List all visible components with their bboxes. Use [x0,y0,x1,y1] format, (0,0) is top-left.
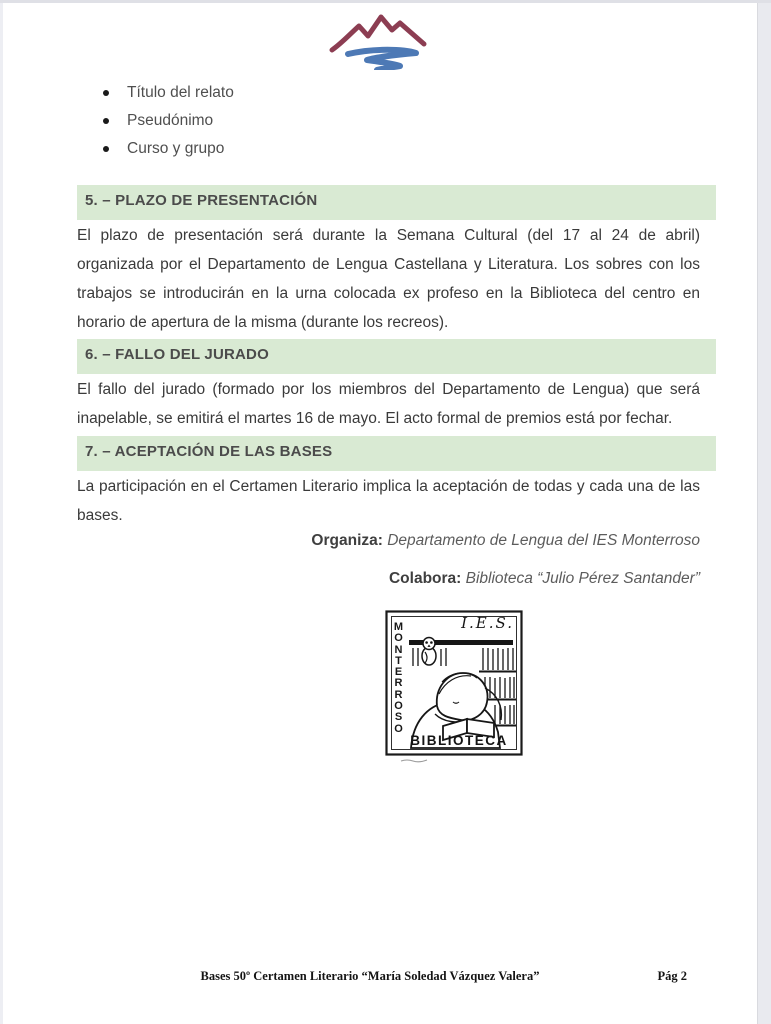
organiza-line [77,532,700,550]
section-heading-5: 5. – PLAZO DE PRESENTACIÓN [77,185,716,220]
artist-signature [401,760,427,762]
page-footer [0,969,771,989]
section-paragraph-6: El fallo del jurado (formado por los miembros del Departamento de Lengua) que será inapelable, se emitirá el martes 16 de mayo. El acto formal de premios está por fechar. [77,381,700,427]
bullet-icon [103,146,109,152]
bullet-icon [103,118,109,124]
colabora-label: Colabora: [388,570,462,587]
bullet-list [77,85,700,169]
section-heading-7: 7. – ACEPTACIÓN DE LAS BASES [77,436,716,471]
footer-document-title: Bases 50º Certamen Literario “María Soledad Vázquez Valera” [200,969,540,983]
list-item [77,141,700,156]
organiza-label: Organiza: [311,532,383,549]
list-item-text: Pseudónimo [127,112,214,129]
section-heading-6: 6. – FALLO DEL JURADO [77,339,716,374]
colabora-line [77,570,700,588]
list-item-text: Curso y grupo [127,140,225,157]
list-item [77,113,700,128]
library-stamp-logo [385,610,523,768]
colabora-value: Biblioteca “Julio Pérez Santander” [465,570,700,587]
footer-page-number: Pág 2 [657,969,687,983]
bullet-icon [103,90,109,96]
library-biblioteca-text: BIBLIOTECA [410,733,508,748]
list-item-text: Título del relato [127,84,234,101]
library-vertical-text: MONTERROSO [393,621,404,735]
library-ies-text: I.E.S. [461,614,514,632]
organiza-value: Departamento de Lengua del IES Monterroso [387,532,700,549]
section-paragraph-5: El plazo de presentación será durante la Semana Cultural (del 17 al 24 de abril) organizada por el Departamento de Lengua Castellana y Literatura. Los sobres con los trabajos se introducirán en la urna colocada ex profeso en la Biblioteca del centro en horario de apertura de la misma (durante los recreos). [77,227,700,331]
scan-edge-right [757,3,771,1024]
section-paragraph-7: La participación en el Certamen Literario implica la aceptación de todas y cada una de las bases. [77,478,700,524]
owl-icon [422,638,436,666]
document-content [77,0,700,1024]
scan-edge-left [0,3,3,1024]
list-item [77,85,700,100]
